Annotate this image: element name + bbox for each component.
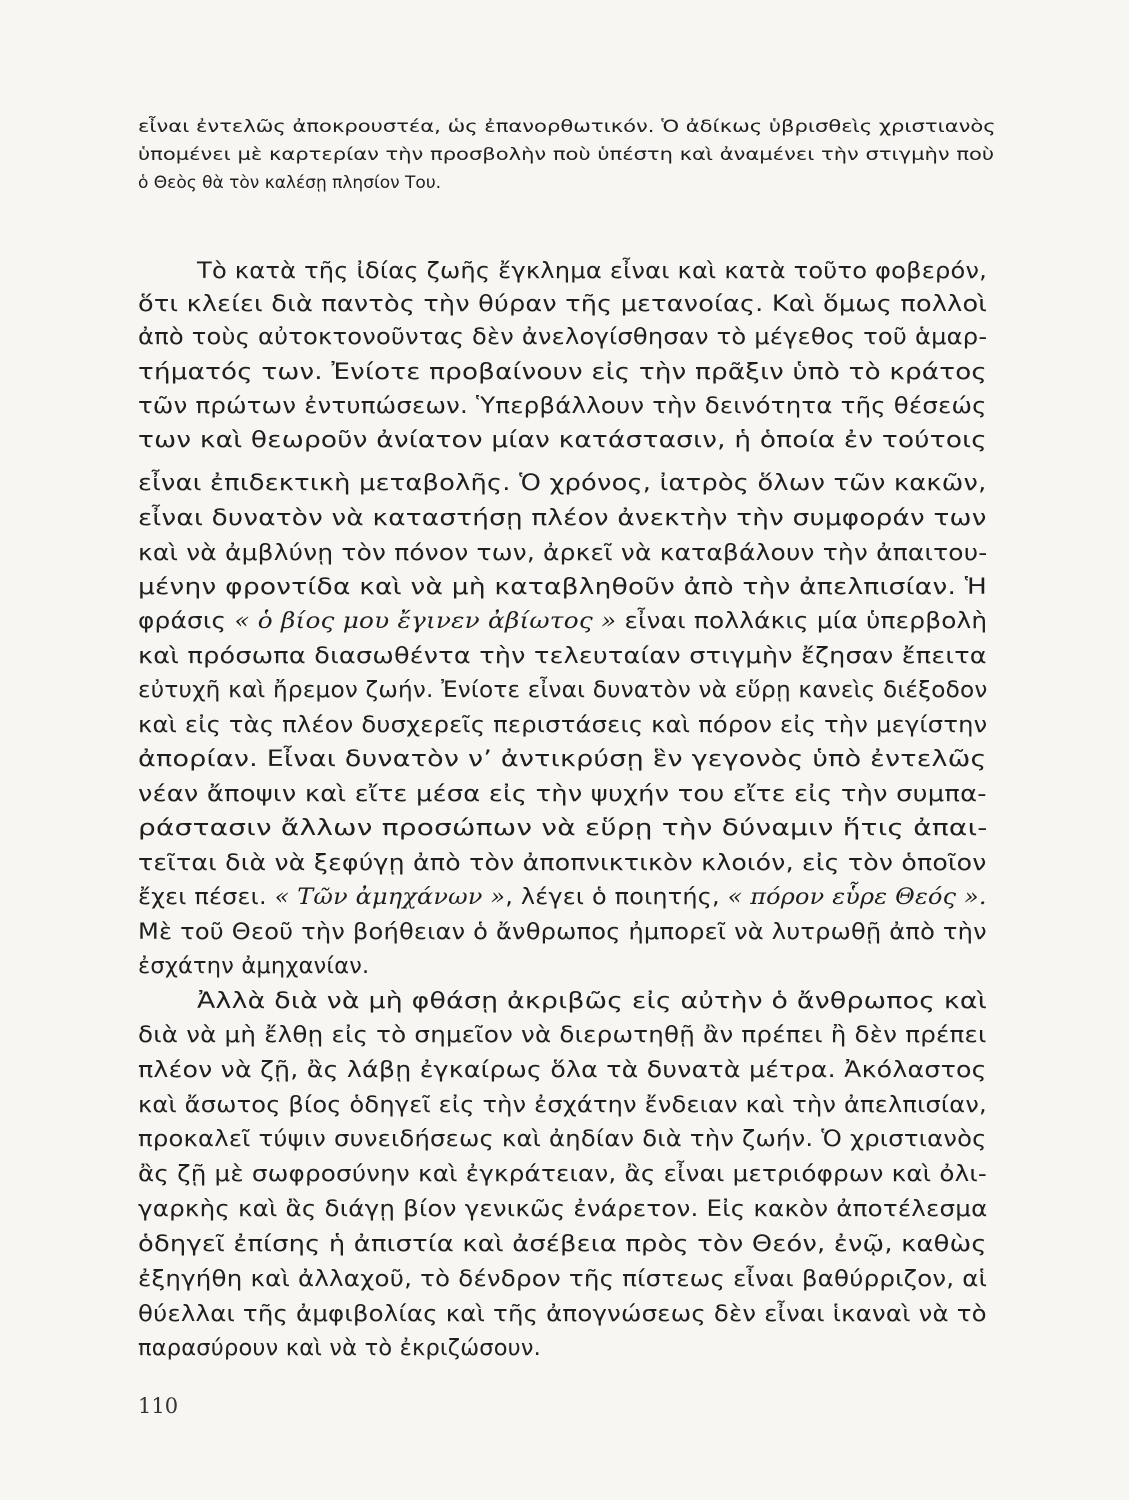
intro-line: εἶναι ἐντελῶς ἀποκρουστέα, ὡς ἐπανορθωτικόν. Ὁ ἀδίκως ὑβρισθεὶς χριστιανὸς (138, 117, 996, 137)
text-line: Τὸ κατὰ τῆς ἰδίας ζωῆς ἔγκλημα εἶναι καὶ κατὰ τοῦτο φοβερόν, (197, 258, 988, 284)
text-line: διὰ νὰ μὴ ἔλθῃ εἰς τὸ σημεῖον νὰ διερωτηθῇ ἂν πρέπει ἢ δὲν πρέπει (138, 1022, 987, 1048)
quoted-phrase: « Τῶν ἀμηχάνων » (274, 884, 506, 910)
text-line: νέαν ἄποψιν καὶ εἴτε μέσα εἰς τὴν ψυχήν του εἴτε εἰς τὴν συμπα- (138, 781, 987, 807)
text-line: των καὶ θεωροῦν ἀνίατον μίαν κατάστασιν, ἡ ὁποία ἐν τούτοις (138, 427, 987, 453)
text-line: Ἀλλὰ διὰ νὰ μὴ φθάσῃ ἀκριβῶς εἰς αὐτὴν ὁ ἄνθρωπος καὶ (197, 988, 988, 1014)
text-line: καὶ ἄσωτος βίος ὁδηγεῖ εἰς τὴν ἐσχάτην ἔνδειαν καὶ τὴν ἀπελπισίαν, (138, 1092, 987, 1118)
text-line: καὶ πρόσωπα διασωθέντα τὴν τελευταίαν στιγμὴν ἔζησαν ἔπειτα (138, 643, 987, 669)
text-line: ράστασιν ἄλλων προσώπων νὰ εὕρῃ τὴν δύναμιν ἥτις ἀπαι- (138, 815, 988, 841)
text-line: ἀπὸ τοὺς αὐτοκτονοῦντας δὲν ἀνελογίσθησαν τὸ μέγεθος τοῦ ἁμαρ- (138, 324, 988, 350)
text-line: παρασύρουν καὶ νὰ τὸ ἐκριζώσουν. (138, 1335, 541, 1361)
text-line: εἶναι δυνατὸν νὰ καταστήσῃ πλέον ἀνεκτὴν τὴν συμφοράν των (138, 505, 987, 531)
text-line: μένην φροντίδα καὶ νὰ μὴ καταβληθοῦν ἀπὸ τὴν ἀπελπισίαν. Ἡ (138, 574, 988, 600)
text-line: εὐτυχῆ καὶ ἤρεμον ζωήν. Ἐνίοτε εἶναι δυνατὸν νὰ εὕρῃ κανεὶς διέξοδον (138, 677, 988, 703)
text-line: τεῖται διὰ νὰ ξεφύγῃ ἀπὸ τὸν ἀποπνικτικὸν κλοιόν, εἰς τὸν ὁποῖον (138, 850, 987, 876)
text-span: ἔχει πέσει. (138, 884, 267, 910)
text-span: , λέγει ὁ ποιητής, (505, 884, 720, 910)
page-number: 110 (138, 1394, 179, 1418)
text-line: ἐξηγήθη καὶ ἀλλαχοῦ, τὸ δένδρον τῆς πίστεως εἶναι βαθύρριζον, αἱ (138, 1266, 988, 1292)
text-line: πλέον νὰ ζῇ, ἂς λάβῃ ἐγκαίρως ὅλα τὰ δυνατὰ μέτρα. Ἀκόλαστος (138, 1057, 987, 1083)
text-line: ἂς ζῇ μὲ σωφροσύνην καὶ ἐγκράτειαν, ἂς εἶναι μετριόφρων καὶ ὀλι- (138, 1161, 987, 1187)
quoted-phrase: « πόρον εὗρε Θεός ». (727, 884, 987, 910)
text-line: προκαλεῖ τύψιν συνειδήσεως καὶ ἀηδίαν διὰ τὴν ζωήν. Ὁ χριστιανὸς (138, 1126, 987, 1152)
text-line-with-quote (138, 884, 987, 910)
text-line: γαρκὴς καὶ ἂς διάγῃ βίον γενικῶς ἐνάρετον. Εἰς κακὸν ἀποτέλεσμα (138, 1196, 988, 1222)
text-span: εἶναι πολλάκις μία ὑπερβολὴ (624, 608, 988, 634)
text-line: ἀπορίαν. Εἶναι δυνατὸν ν’ ἀντικρύσῃ ἓν γεγονὸς ὑπὸ ἐντελῶς (138, 746, 987, 772)
text-line: ὅτι κλείει διὰ παντὸς τὴν θύραν τῆς μετανοίας. Καὶ ὅμως πολλοὶ (138, 291, 988, 317)
text-line: εἶναι ἐπιδεκτικὴ μεταβολῆς. Ὁ χρόνος, ἰατρὸς ὅλων τῶν κακῶν, (138, 470, 987, 496)
text-line: ἐσχάτην ἀμηχανίαν. (138, 953, 370, 979)
text-line: τήματός των. Ἐνίοτε προβαίνουν εἰς τὴν πρᾶξιν ὑπὸ τὸ κράτος (138, 359, 987, 385)
text-line: θύελλαι τῆς ἀμφιβολίας καὶ τῆς ἀπογνώσεως δὲν εἶναι ἱκαναὶ νὰ τὸ (138, 1301, 987, 1327)
intro-line: ὑπομένει μὲ καρτερίαν τὴν προσβολὴν ποὺ ὑπέστη καὶ ἀναμένει τὴν στιγμὴν ποὺ (138, 145, 995, 165)
quoted-phrase: « ὁ βίος μου ἔγινεν ἀβίωτος » (234, 608, 617, 634)
intro-line: ὁ Θεὸς θὰ τὸν καλέσῃ πλησίον Του. (138, 173, 442, 193)
text-line: καὶ νὰ ἀμβλύνῃ τὸν πόνον των, ἀρκεῖ νὰ καταβάλουν τὴν ἀπαιτου- (138, 540, 988, 566)
text-line: Μὲ τοῦ Θεοῦ τὴν βοήθειαν ὁ ἄνθρωπος ἠμπορεῖ νὰ λυτρωθῇ ἀπὸ τὴν (138, 919, 987, 945)
text-line: καὶ εἰς τὰς πλέον δυσχερεῖς περιστάσεις καὶ πόρον εἰς τὴν μεγίστην (138, 712, 988, 738)
text-line: ὁδηγεῖ ἐπίσης ἡ ἀπιστία καὶ ἀσέβεια πρὸς τὸν Θεόν, ἐνῷ, καθὼς (138, 1231, 987, 1257)
text-line-with-quote (138, 608, 987, 634)
text-line: τῶν πρώτων ἐντυπώσεων. Ὑπερβάλλουν τὴν δεινότητα τῆς θέσεώς (138, 393, 987, 419)
text-span: φράσις (138, 608, 227, 634)
